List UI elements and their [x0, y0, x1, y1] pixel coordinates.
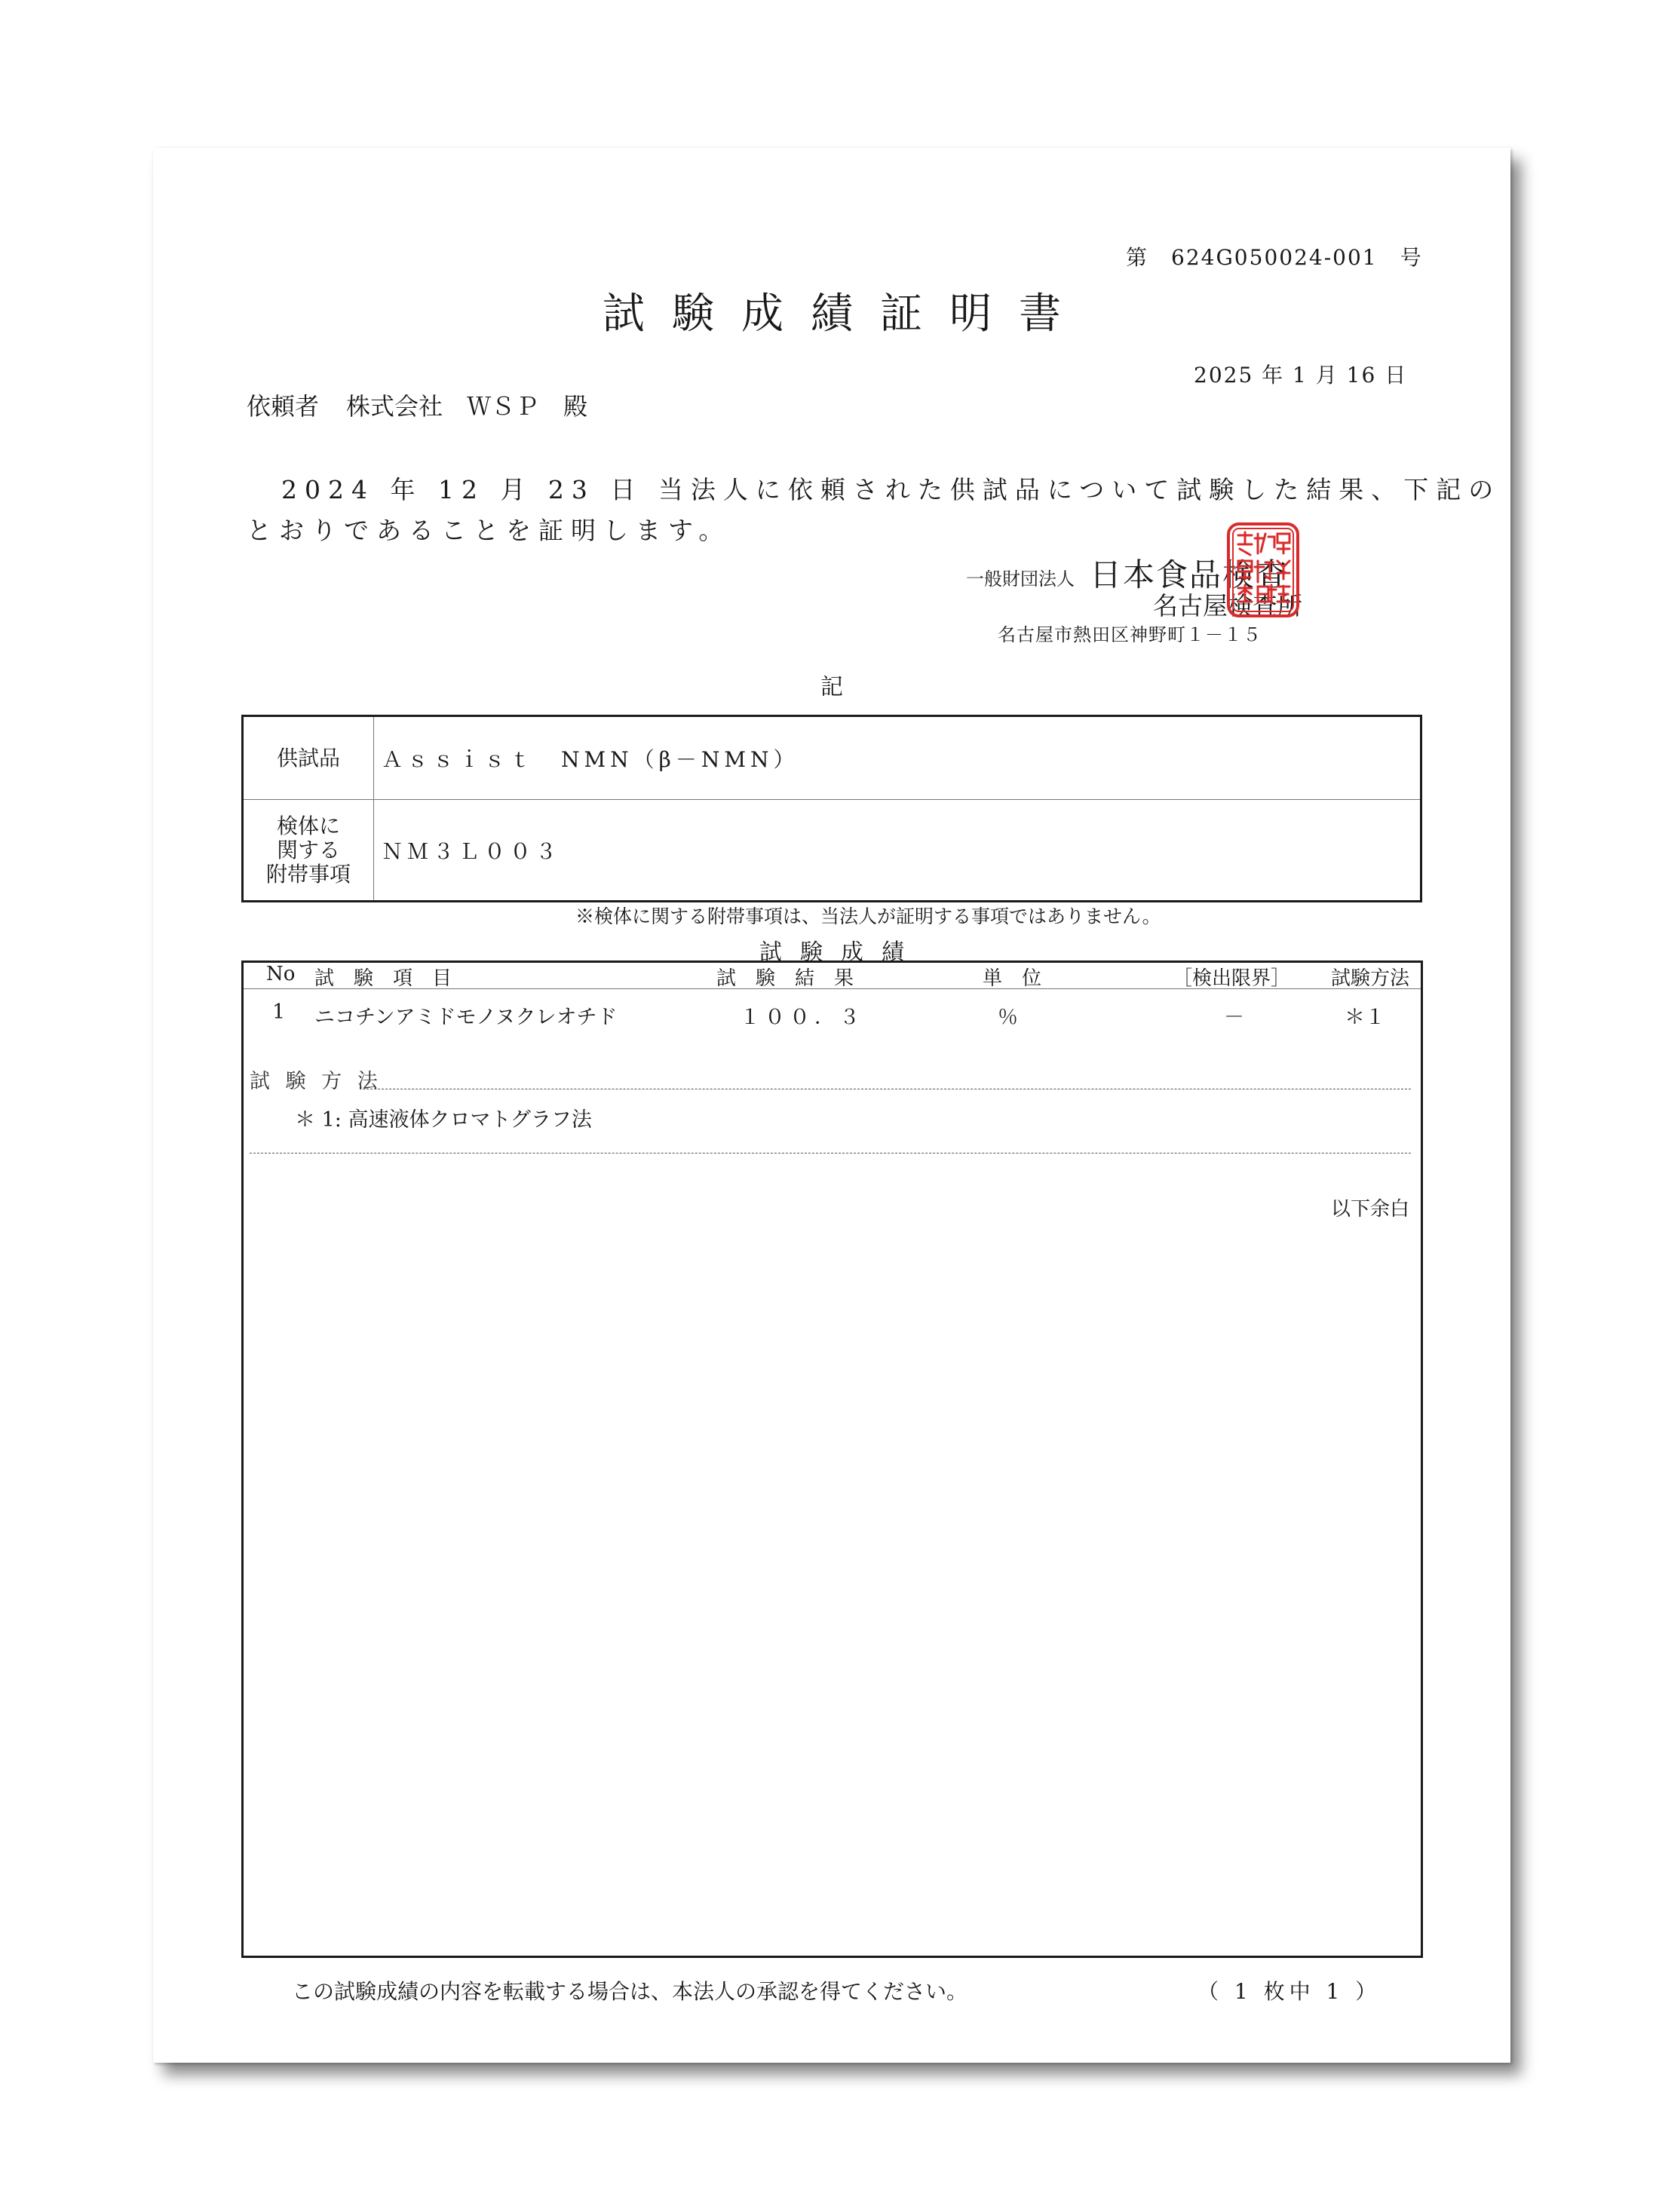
- lot-label-line-3: 附帯事項: [265, 861, 351, 887]
- lot-value: ＮＭ３Ｌ００３: [374, 800, 1421, 902]
- sample-value: Ａｓｓｉｓｔ NMN（β－NMN）: [374, 716, 1421, 800]
- statement-line-2: とおりであることを証明します。: [247, 516, 731, 545]
- method-note: ＊ 1: 高速液体クロマトグラフ法: [295, 1108, 592, 1132]
- official-seal-stamp: [1226, 522, 1300, 618]
- sample-label: 供試品: [243, 716, 374, 800]
- col-limit: ［検出限界］: [1173, 967, 1291, 990]
- results-header-row: [244, 963, 1421, 989]
- requester-name: 株式会社 ＷＳＰ 殿: [346, 392, 588, 421]
- issuer-org-name: 日本食品検査: [1090, 556, 1289, 593]
- document-title: 試験成績証明書: [603, 290, 1088, 339]
- results-table: [241, 960, 1423, 1958]
- issue-date: 2025 年 1 月 16 日: [1194, 363, 1408, 388]
- statement-line-1: 2024 年 12 月 23 日 当法人に依頼された供試品について試験した結果、下記の: [281, 475, 1501, 504]
- end-note: 以下余白: [1331, 1198, 1410, 1221]
- col-unit: 単 位: [983, 967, 1042, 990]
- certificate-sheet: [153, 148, 1510, 2063]
- lot-label-line-1: 検体に: [276, 813, 340, 838]
- issuer-address: 名古屋市熱田区神野町１－１５: [998, 624, 1262, 645]
- sample-note: ※検体に関する附帯事項は、当法人が証明する事項ではありません。: [575, 905, 1161, 927]
- requester-label: 依頼者: [247, 392, 320, 421]
- lot-label-line-2: 関する: [276, 837, 340, 862]
- row-no: 1: [272, 1000, 286, 1024]
- method-separator: [363, 1066, 1411, 1089]
- issuer-branch: 名古屋検査所: [1153, 591, 1302, 620]
- col-method: 試験方法: [1331, 967, 1410, 990]
- lot-row: [243, 800, 1421, 902]
- requester: [247, 388, 587, 422]
- results-title: 試験成績: [759, 939, 922, 966]
- issuer-org-type: 一般財団法人: [966, 568, 1075, 590]
- col-result: 試 験 結 果: [716, 967, 854, 990]
- method-end-separator: [250, 1130, 1411, 1153]
- row-method: ＊１: [1345, 1006, 1385, 1029]
- certificate-number: 第 624G050024-001 号: [1126, 245, 1423, 270]
- row-limit: －: [1224, 1006, 1244, 1029]
- sample-info-table: [241, 715, 1422, 902]
- row-item: ニコチンアミドモノヌクレオチド: [314, 1006, 618, 1029]
- page-count: （ 1 枚中 1 ）: [1197, 1979, 1381, 2004]
- col-item: 試 験 項 目: [314, 967, 452, 990]
- sample-row: [243, 716, 1421, 800]
- row-result: １００．３: [740, 1006, 864, 1029]
- row-unit: ％: [998, 1006, 1018, 1029]
- col-no: No: [266, 963, 296, 985]
- record-heading: 記: [820, 674, 843, 700]
- method-heading: 試 験 方 法: [250, 1070, 382, 1093]
- footer-notice: この試験成績の内容を転載する場合は、本法人の承認を得てください。: [292, 1979, 968, 2004]
- lot-label: [243, 800, 374, 902]
